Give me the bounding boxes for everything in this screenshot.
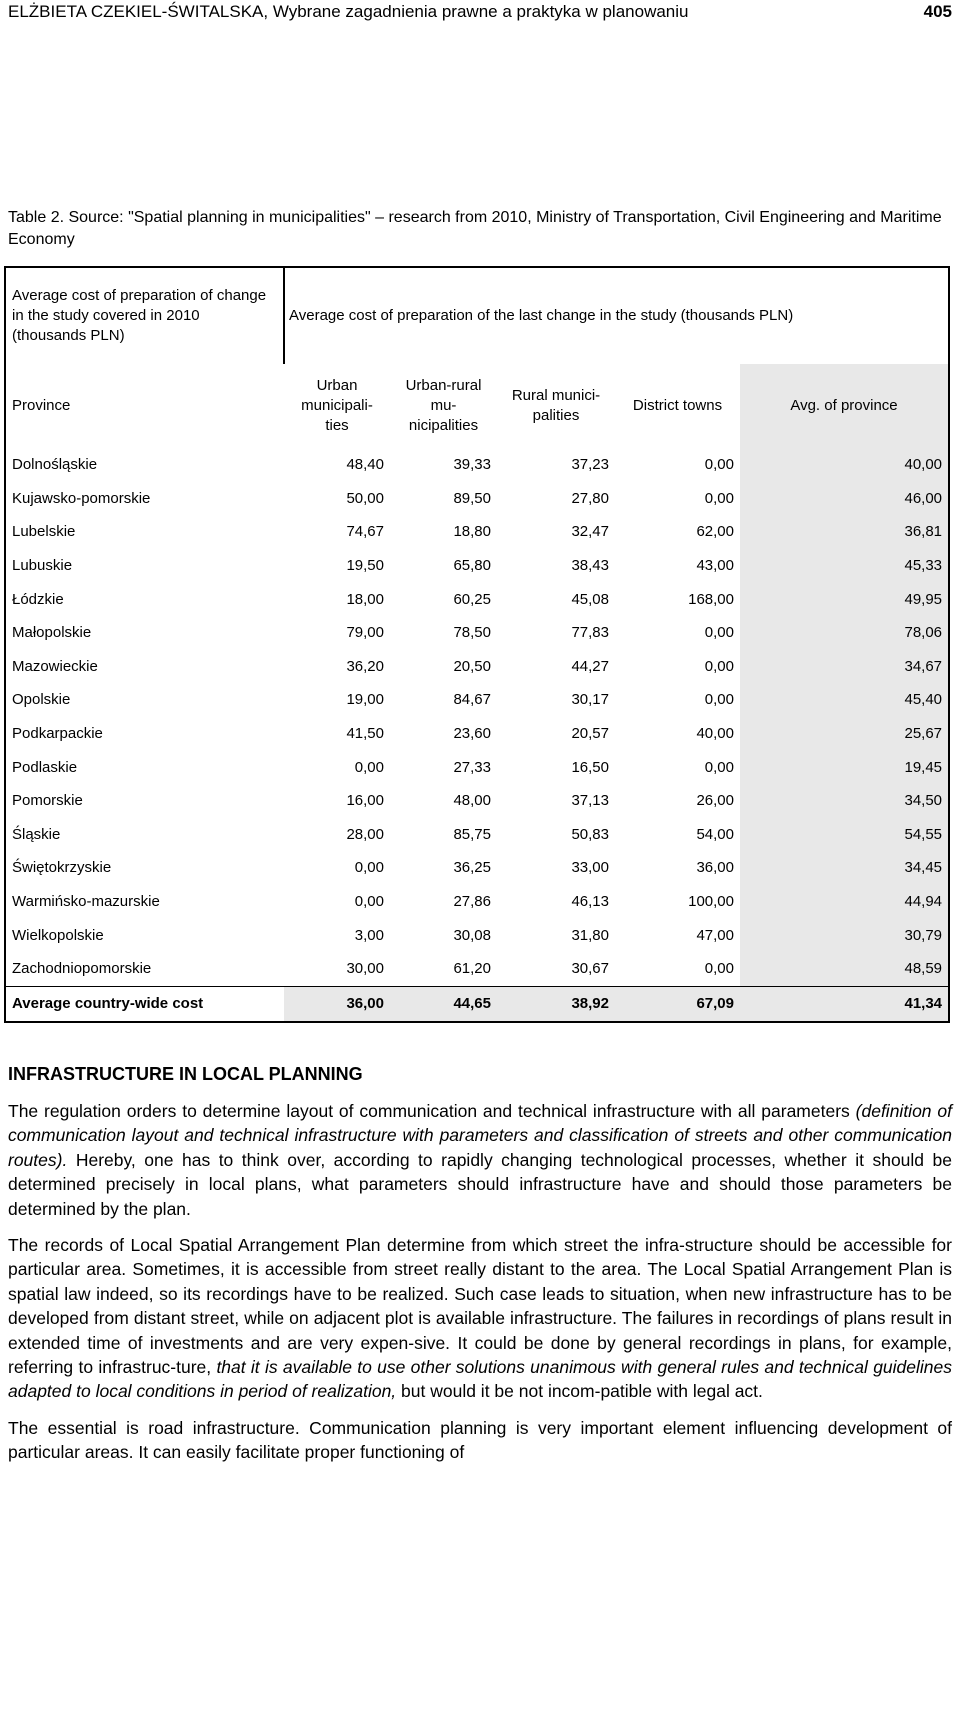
row-province-name: Dolnośląskie xyxy=(12,456,98,474)
cell-urban: 41,50 xyxy=(346,725,384,743)
table-caption: Table 2. Source: "Spatial planning in municipalities" – research from 2010, Ministry of Transportation, Civil Engineering and Maritime Economy xyxy=(8,209,942,248)
paragraph-2-italic: that it is available to use other solutions unanimous with general rules and technical guidelines adapted to local conditions in period of realization, xyxy=(8,1357,953,1402)
table-row xyxy=(5,717,949,751)
page-number: 405 xyxy=(923,2,952,21)
cell-urban: 79,00 xyxy=(346,624,384,642)
cell-avg: 25,67 xyxy=(740,717,949,751)
cell-avg: 48,59 xyxy=(740,952,949,986)
running-head-text: ELŻBIETA CZEKIEL-ŚWITALSKA, Wybrane zagadnienia prawne a praktyka w planowaniu xyxy=(8,2,689,21)
cell-rural: 37,23 xyxy=(571,456,609,474)
cell-urban-rural: 65,80 xyxy=(453,557,491,575)
cell-urban: 74,67 xyxy=(346,523,384,541)
cell-urban-rural: 85,75 xyxy=(453,825,491,843)
cell-district: 0,00 xyxy=(704,758,734,776)
running-head xyxy=(8,2,952,22)
paragraph-1-text-a: The regulation orders to determine layout of communication and technical infrastructure with all parameters xyxy=(8,1101,856,1121)
cell-urban: 36,20 xyxy=(346,657,384,675)
table-header-group-row xyxy=(5,267,949,364)
table-row xyxy=(5,851,949,885)
table-row xyxy=(5,582,949,616)
col-header-province: Province xyxy=(12,397,71,414)
cost-table xyxy=(4,266,950,1023)
paragraph-2-text-b: but would it be not incom-patible with legal act. xyxy=(396,1381,763,1402)
cell-urban: 48,40 xyxy=(346,456,384,474)
table-row xyxy=(5,482,949,516)
paragraph-1-text-b: Hereby, one has to think over, according to rapidly changing technological processes, whether it should be determined precisely in local plans, what parameters should infrastructure have and should those parameters be determined by the plan. xyxy=(8,1149,952,1219)
cell-rural: 32,47 xyxy=(571,523,609,541)
paragraph-2-text-a: The records of Local Spatial Arrangement Plan determine from which street the infra-structure should be accessible for particular area. Sometimes, it is accessible from street really distant to the area. The Local Spatial Arrangement Plan is spatial law indeed, so its recordings have to be realized. Such case leads to situation, when new infrastructure has to be developed from distant street, while on adjacent plot is available infrastructure. The failures in recordings of plans result in extended time of investments and are very expen-sive. It could be done by general recordings in plans, for example, referring to infrastruc-ture, xyxy=(8,1235,952,1378)
table-row xyxy=(5,448,949,482)
paragraph-2 xyxy=(8,1233,952,1404)
header-2010-cost: Average cost of preparation of change in the study covered in 2010 (thousands PLN) xyxy=(5,267,284,364)
table-row xyxy=(5,650,949,684)
table-row xyxy=(5,616,949,650)
paragraph-1-italic: (definition of communication layout and technical infrastructure with parameters and classification of streets and other communication routes). xyxy=(8,1101,952,1170)
cell-urban: 19,00 xyxy=(346,691,384,709)
cell-district: 100,00 xyxy=(688,893,734,911)
table-row xyxy=(5,750,949,784)
col-header-urban-rural: Urban-rural mu-nicipalities xyxy=(405,377,482,434)
total-label: Average country-wide cost xyxy=(5,986,284,1022)
cell-urban: 50,00 xyxy=(346,489,384,507)
table-column-header-row xyxy=(5,364,949,448)
cell-urban-rural: 89,50 xyxy=(453,489,491,507)
cell-urban-rural: 27,33 xyxy=(453,758,491,776)
col-header-avg: Avg. of province xyxy=(740,364,949,448)
cell-district: 0,00 xyxy=(704,624,734,642)
cell-urban-rural: 60,25 xyxy=(453,590,491,608)
row-province-name: Opolskie xyxy=(12,691,71,709)
col-header-rural: Rural munici-palities xyxy=(511,387,601,424)
cell-district: 40,00 xyxy=(696,725,734,743)
row-province-name: Lubuskie xyxy=(12,557,73,575)
cell-urban-rural: 18,80 xyxy=(453,523,491,541)
cell-district: 0,00 xyxy=(704,960,734,978)
cell-avg: 34,50 xyxy=(740,784,949,818)
row-province-name: Świętokrzyskie xyxy=(12,859,112,877)
cell-district: 62,00 xyxy=(696,523,734,541)
table-row xyxy=(5,515,949,549)
cell-district: 43,00 xyxy=(696,557,734,575)
cell-urban-rural: 48,00 xyxy=(453,792,491,810)
cell-rural: 46,13 xyxy=(571,893,609,911)
table-row xyxy=(5,818,949,852)
row-province-name: Małopolskie xyxy=(12,624,92,642)
row-province-name: Wielkopolskie xyxy=(12,926,104,944)
paragraph-1 xyxy=(8,1099,952,1221)
cell-district: 168,00 xyxy=(688,590,734,608)
header-last-change-cost: Average cost of preparation of the last change in the study (thousands PLN) xyxy=(289,307,794,324)
cell-rural: 37,13 xyxy=(571,792,609,810)
total-rural: 38,92 xyxy=(497,986,615,1022)
cell-urban-rural: 84,67 xyxy=(453,691,491,709)
table-row xyxy=(5,784,949,818)
cell-avg: 45,40 xyxy=(740,683,949,717)
row-province-name: Zachodniopomorskie xyxy=(12,960,152,978)
cell-urban: 0,00 xyxy=(354,758,384,776)
cell-avg: 19,45 xyxy=(740,750,949,784)
cell-avg: 40,00 xyxy=(740,448,949,482)
cell-urban-rural: 61,20 xyxy=(453,960,491,978)
total-urban-rural: 44,65 xyxy=(390,986,497,1022)
cell-avg: 44,94 xyxy=(740,885,949,919)
cell-avg: 46,00 xyxy=(740,482,949,516)
cell-district: 36,00 xyxy=(696,859,734,877)
col-header-district: District towns xyxy=(632,397,723,414)
cell-urban-rural: 39,33 xyxy=(453,456,491,474)
cell-urban: 0,00 xyxy=(354,859,384,877)
cell-avg: 78,06 xyxy=(740,616,949,650)
table-row xyxy=(5,952,949,986)
table-total-row xyxy=(5,986,949,1022)
cell-district: 54,00 xyxy=(696,825,734,843)
cell-rural: 30,17 xyxy=(571,691,609,709)
cell-district: 26,00 xyxy=(696,792,734,810)
cell-urban: 30,00 xyxy=(346,960,384,978)
cell-district: 47,00 xyxy=(696,926,734,944)
cell-district: 0,00 xyxy=(704,657,734,675)
cell-rural: 77,83 xyxy=(571,624,609,642)
section-title: INFRASTRUCTURE IN LOCAL PLANNING xyxy=(8,1064,363,1084)
row-province-name: Kujawsko-pomorskie xyxy=(12,489,151,507)
cell-urban: 18,00 xyxy=(346,590,384,608)
row-province-name: Śląskie xyxy=(12,825,61,843)
cell-urban: 0,00 xyxy=(354,893,384,911)
cell-avg: 30,79 xyxy=(740,918,949,952)
table-row xyxy=(5,918,949,952)
cell-rural: 38,43 xyxy=(571,557,609,575)
cell-urban-rural: 30,08 xyxy=(453,926,491,944)
cell-urban-rural: 23,60 xyxy=(453,725,491,743)
cell-avg: 36,81 xyxy=(740,515,949,549)
row-province-name: Pomorskie xyxy=(12,792,83,810)
col-header-urban: Urban municipali-ties xyxy=(301,377,373,434)
paragraph-3: The essential is road infrastructure. Communication planning is very important element influencing development of particular areas. It can easily facilitate proper functioning of xyxy=(8,1417,952,1463)
table-body xyxy=(5,448,949,986)
cell-district: 0,00 xyxy=(704,691,734,709)
row-province-name: Podkarpackie xyxy=(12,725,103,743)
cell-avg: 34,67 xyxy=(740,650,949,684)
cell-avg: 54,55 xyxy=(740,818,949,852)
row-province-name: Mazowieckie xyxy=(12,657,98,675)
cell-rural: 27,80 xyxy=(571,489,609,507)
cell-urban-rural: 20,50 xyxy=(453,657,491,675)
cell-urban-rural: 78,50 xyxy=(453,624,491,642)
row-province-name: Warmińsko-mazurskie xyxy=(12,893,160,911)
cell-rural: 16,50 xyxy=(571,758,609,776)
cell-rural: 50,83 xyxy=(571,825,609,843)
table-row xyxy=(5,885,949,919)
cell-urban: 28,00 xyxy=(346,825,384,843)
total-district: 67,09 xyxy=(615,986,740,1022)
cell-urban: 19,50 xyxy=(346,557,384,575)
cell-rural: 33,00 xyxy=(571,859,609,877)
total-urban: 36,00 xyxy=(284,986,390,1022)
cell-avg: 49,95 xyxy=(740,582,949,616)
table-row xyxy=(5,549,949,583)
cell-rural: 45,08 xyxy=(571,590,609,608)
cell-district: 0,00 xyxy=(704,456,734,474)
cell-urban: 3,00 xyxy=(354,926,384,944)
table-row xyxy=(5,683,949,717)
cell-urban: 16,00 xyxy=(346,792,384,810)
cell-rural: 20,57 xyxy=(571,725,609,743)
cost-table-wrapper xyxy=(4,266,948,1023)
cell-rural: 44,27 xyxy=(571,657,609,675)
row-province-name: Łódzkie xyxy=(12,590,64,608)
cell-district: 0,00 xyxy=(704,489,734,507)
cell-rural: 30,67 xyxy=(571,960,609,978)
cell-avg: 34,45 xyxy=(740,851,949,885)
cell-rural: 31,80 xyxy=(571,926,609,944)
row-province-name: Podlaskie xyxy=(12,758,78,776)
body-text xyxy=(8,1099,952,1477)
total-avg: 41,34 xyxy=(740,986,949,1022)
cell-avg: 45,33 xyxy=(740,549,949,583)
cell-urban-rural: 27,86 xyxy=(453,893,491,911)
row-province-name: Lubelskie xyxy=(12,523,76,541)
cell-urban-rural: 36,25 xyxy=(453,859,491,877)
